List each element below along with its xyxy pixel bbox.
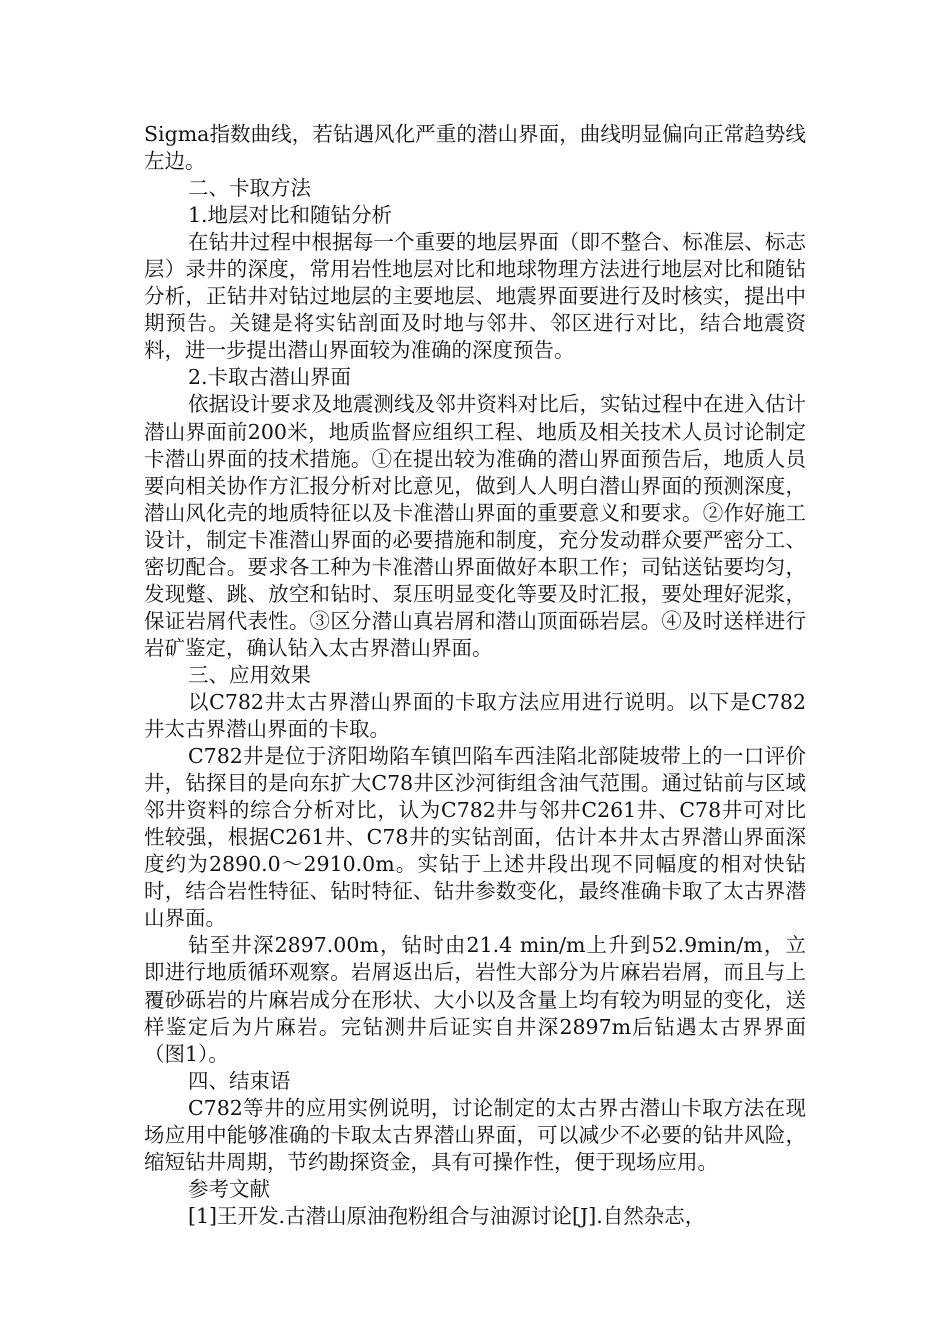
references-heading: 参考文献: [188, 1176, 270, 1201]
subheading-stratigraphic-correlation: 1.地层对比和随钻分析: [188, 203, 393, 228]
paragraph-drilling-result: 钻至井深2897.00m，钻时由21.4 min/m上升到52.9min/m，立即进行地质循环观察。岩屑返出后，岩性大部分为片麻岩岩屑，而且与上覆砂砾岩的片麻岩成分在形状、大小以及含量上均有较为明显的变化，送样鉴定后为片麻岩。完钻测井后证实自井深2897m后钻遇太古界界面（图1）。: [144, 933, 806, 1066]
section-heading-application: 三、应用效果: [188, 662, 311, 687]
paragraph-technical-measures: 依据设计要求及地震测线及邻井资料对比后，实钻过程中在进入估计潜山界面前200米，地质监督应组织工程、地质及相关技术人员讨论制定卡潜山界面的技术措施。①在提出较为准确的潜山界面预告后，地质人员要向相关协作方汇报分析对比意见，做到人人明白潜山界面的预测深度，潜山风化壳的地质特征以及卡准潜山界面的重要意义和要求。②作好施工设计，制定卡准潜山界面的必要措施和制度，充分发动群众要严密分工、密切配合。要求各工种为卡准潜山界面做好本职工作；司钻送钻要均匀，发现蹩、跳、放空和钻时、泵压明显变化等要及时汇报，要处理好泥浆，保证岩屑代表性。③区分潜山真岩屑和潜山顶面砾岩层。④及时送样进行岩矿鉴定，确认钻入太古界潜山界面。: [144, 392, 806, 660]
subheading-buried-hill-interface: 2.卡取古潜山界面: [188, 365, 352, 390]
section-heading-methods: 二、卡取方法: [188, 176, 311, 201]
document-page: [144, 121, 806, 1230]
section-heading-conclusion: 四、结束语: [188, 1068, 291, 1093]
paragraph-application-intro: 以C782井太古界潜山界面的卡取方法应用进行说明。以下是C782井太古界潜山界面的卡取。: [144, 689, 806, 742]
paragraph-correlation: 在钻井过程中根据每一个重要的地层界面（即不整合、标准层、标志层）录井的深度，常用岩性地层对比和地球物理方法进行地层对比和随钻分析，正钻井对钻过地层的主要地层、地震界面要进行及时核实，提出中期预告。关键是将实钻剖面及时地与邻井、邻区进行对比，结合地震资料，进一步提出潜山界面较为准确的深度预告。: [144, 230, 806, 363]
paragraph-sigma-curve: Sigma指数曲线，若钻遇风化严重的潜山界面，曲线明显偏向正常趋势线左边。: [144, 122, 806, 174]
paragraph-well-c782: C782井是位于济阳坳陷车镇凹陷车西洼陷北部陡坡带上的一口评价井，钻探目的是向东扩大C78井区沙河街组含油气范围。通过钻前与区域邻井资料的综合分析对比，认为C782井与邻井C261井、C78井可对比性较强，根据C261井、C78井的实钻剖面，估计本井太古界潜山界面深度约为2890.0～2910.0m。实钻于上述井段出现不同幅度的相对快钻时，结合岩性特征、钻时特征、钻井参数变化，最终准确卡取了太古界潜山界面。: [144, 744, 806, 931]
paragraph-conclusion: C782等井的应用实例说明，讨论制定的太古界古潜山卡取方法在现场应用中能够准确的卡取太古界潜山界面，可以减少不必要的钻井风险，缩短钻井周期，节约勘探资金，具有可操作性，便于现场应用。: [144, 1095, 806, 1174]
reference-item-1: [1]王开发.古潜山原油孢粉组合与油源讨论[J].自然杂志，: [188, 1203, 706, 1228]
